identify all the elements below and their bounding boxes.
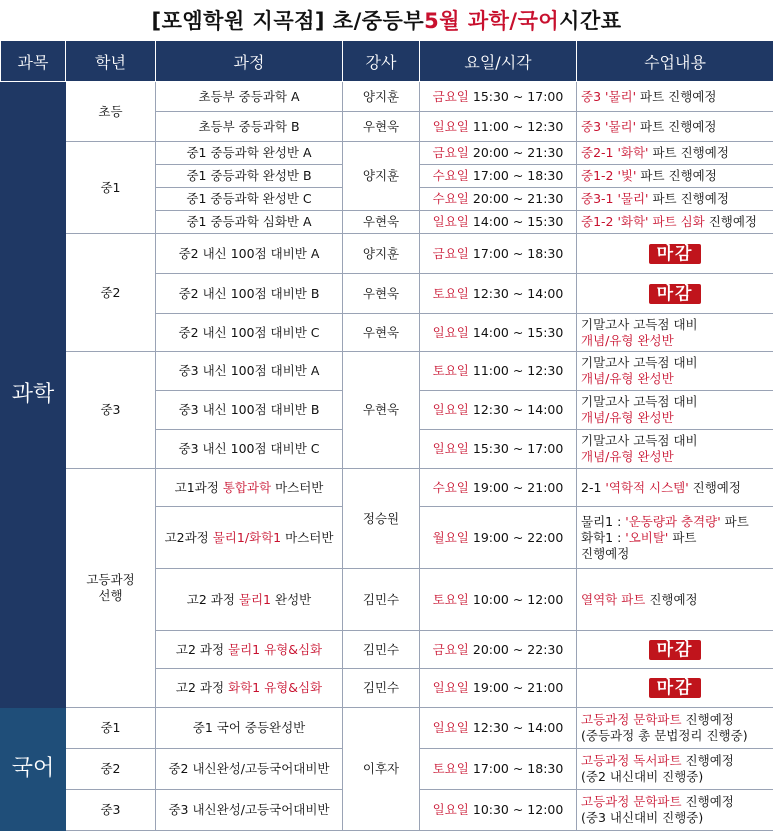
closed-stamp: 마감 (649, 284, 702, 304)
time-cell: 토요일 12:30 ~ 14:00 (420, 274, 577, 314)
content-cell: 고등과정 문학파트 진행예정 (중3 내신대비 진행중) (577, 790, 773, 831)
time-cell: 수요일 17:00 ~ 18:30 (420, 165, 577, 188)
time-cell: 수요일 19:00 ~ 21:00 (420, 469, 577, 507)
teacher-cell: 우현욱 (343, 274, 420, 314)
table-row (1, 234, 773, 274)
content-cell: 고등과정 문학파트 진행예정 (중등과정 총 문법정리 진행중) (577, 708, 773, 749)
subject-science: 과학 (1, 82, 66, 708)
content-cell: 중3 '물리' 파트 진행예정 (577, 82, 773, 112)
teacher-cell: 양지훈 (343, 234, 420, 274)
page-title (0, 0, 773, 40)
course-cell: 중3 내신 100점 대비반 B (156, 391, 343, 430)
teacher-cell: 김민수 (343, 631, 420, 669)
teacher-cell: 우현욱 (343, 112, 420, 142)
time-cell: 일요일 14:00 ~ 15:30 (420, 314, 577, 352)
table-row (1, 469, 773, 507)
content-cell: 중1-2 '빛' 파트 진행예정 (577, 165, 773, 188)
course-cell: 중2 내신완성/고등국어대비반 (156, 749, 343, 790)
course-cell: 중1 중등과학 완성반 A (156, 142, 343, 165)
grade-cell: 초등 (66, 82, 156, 142)
teacher-cell: 이후자 (343, 708, 420, 831)
closed-stamp: 마감 (649, 640, 702, 660)
content-cell: 기말고사 고득점 대비 개념/유형 완성반 (577, 352, 773, 391)
content-cell: 중2-1 '화학' 파트 진행예정 (577, 142, 773, 165)
header-course: 과정 (156, 41, 343, 82)
grade-cell: 중2 (66, 749, 156, 790)
grade-cell: 고등과정 선행 (66, 469, 156, 708)
time-cell: 일요일 19:00 ~ 21:00 (420, 669, 577, 708)
course-cell: 중3 내신 100점 대비반 A (156, 352, 343, 391)
grade-cell: 중2 (66, 234, 156, 352)
subject-korean: 국어 (1, 708, 66, 831)
content-cell: 물리1 : '운동량과 충격량' 파트 화학1 : '오비탈' 파트 진행예정 (577, 507, 773, 569)
course-cell: 고2 과정 물리1 유형&심화 (156, 631, 343, 669)
time-cell: 금요일 15:30 ~ 17:00 (420, 82, 577, 112)
time-cell: 수요일 20:00 ~ 21:30 (420, 188, 577, 211)
time-cell: 금요일 20:00 ~ 21:30 (420, 142, 577, 165)
course-cell: 중1 중등과학 심화반 A (156, 211, 343, 234)
time-cell: 토요일 11:00 ~ 12:30 (420, 352, 577, 391)
course-cell: 중2 내신 100점 대비반 A (156, 234, 343, 274)
time-cell: 토요일 17:00 ~ 18:30 (420, 749, 577, 790)
header-content: 수업내용 (577, 41, 773, 82)
course-cell: 중2 내신 100점 대비반 B (156, 274, 343, 314)
timetable (0, 40, 773, 831)
course-cell: 중3 내신완성/고등국어대비반 (156, 790, 343, 831)
course-cell: 고1과정 통합과학 마스터반 (156, 469, 343, 507)
content-cell (577, 631, 773, 669)
title-highlight: 5월 과학/국어 (424, 9, 560, 33)
course-cell: 고2과정 물리1/화학1 마스터반 (156, 507, 343, 569)
time-cell: 일요일 15:30 ~ 17:00 (420, 430, 577, 469)
content-cell (577, 669, 773, 708)
table-row (1, 708, 773, 749)
course-cell: 초등부 중등과학 A (156, 82, 343, 112)
time-cell: 금요일 17:00 ~ 18:30 (420, 234, 577, 274)
content-cell: 고등과정 독서파트 진행예정 (중2 내신대비 진행중) (577, 749, 773, 790)
header-row (1, 41, 773, 82)
teacher-cell: 김민수 (343, 569, 420, 631)
content-cell: 기말고사 고득점 대비 개념/유형 완성반 (577, 430, 773, 469)
course-cell: 고2 과정 물리1 완성반 (156, 569, 343, 631)
teacher-cell: 김민수 (343, 669, 420, 708)
time-cell: 일요일 12:30 ~ 14:00 (420, 708, 577, 749)
time-cell: 월요일 19:00 ~ 22:00 (420, 507, 577, 569)
header-teacher: 강사 (343, 41, 420, 82)
content-cell: 기말고사 고득점 대비 개념/유형 완성반 (577, 391, 773, 430)
time-cell: 일요일 11:00 ~ 12:30 (420, 112, 577, 142)
teacher-cell: 우현욱 (343, 314, 420, 352)
course-cell: 고2 과정 화학1 유형&심화 (156, 669, 343, 708)
content-cell: 기말고사 고득점 대비 개념/유형 완성반 (577, 314, 773, 352)
title-suffix: 시간표 (559, 9, 622, 33)
course-cell: 중1 국어 중등완성반 (156, 708, 343, 749)
teacher-cell: 양지훈 (343, 82, 420, 112)
content-cell (577, 274, 773, 314)
content-cell: 중1-2 '화학' 파트 심화 진행예정 (577, 211, 773, 234)
content-cell: 중3-1 '물리' 파트 진행예정 (577, 188, 773, 211)
course-cell: 중3 내신 100점 대비반 C (156, 430, 343, 469)
time-cell: 토요일 10:00 ~ 12:00 (420, 569, 577, 631)
closed-stamp: 마감 (649, 244, 702, 264)
teacher-cell: 우현욱 (343, 211, 420, 234)
course-cell: 중2 내신 100점 대비반 C (156, 314, 343, 352)
content-cell: 열역학 파트 진행예정 (577, 569, 773, 631)
course-cell: 중1 중등과학 완성반 B (156, 165, 343, 188)
grade-cell: 중3 (66, 352, 156, 469)
grade-cell: 중1 (66, 142, 156, 234)
header-subject: 과목 (1, 41, 66, 82)
table-row (1, 82, 773, 112)
closed-stamp: 마감 (649, 678, 702, 698)
content-cell (577, 234, 773, 274)
content-cell: 중3 '물리' 파트 진행예정 (577, 112, 773, 142)
course-cell: 중1 중등과학 완성반 C (156, 188, 343, 211)
title-prefix: [포엠학원 지곡점] 초/중등부 (151, 9, 425, 33)
time-cell: 금요일 20:00 ~ 22:30 (420, 631, 577, 669)
course-cell: 초등부 중등과학 B (156, 112, 343, 142)
content-cell: 2-1 '역학적 시스템' 진행예정 (577, 469, 773, 507)
grade-cell: 중3 (66, 790, 156, 831)
header-time: 요일/시각 (420, 41, 577, 82)
time-cell: 일요일 10:30 ~ 12:00 (420, 790, 577, 831)
table-row (1, 142, 773, 165)
table-row (1, 352, 773, 391)
teacher-cell: 정승원 (343, 469, 420, 569)
header-grade: 학년 (66, 41, 156, 82)
grade-cell: 중1 (66, 708, 156, 749)
teacher-cell: 양지훈 (343, 142, 420, 211)
teacher-cell: 우현욱 (343, 352, 420, 469)
time-cell: 일요일 14:00 ~ 15:30 (420, 211, 577, 234)
time-cell: 일요일 12:30 ~ 14:00 (420, 391, 577, 430)
